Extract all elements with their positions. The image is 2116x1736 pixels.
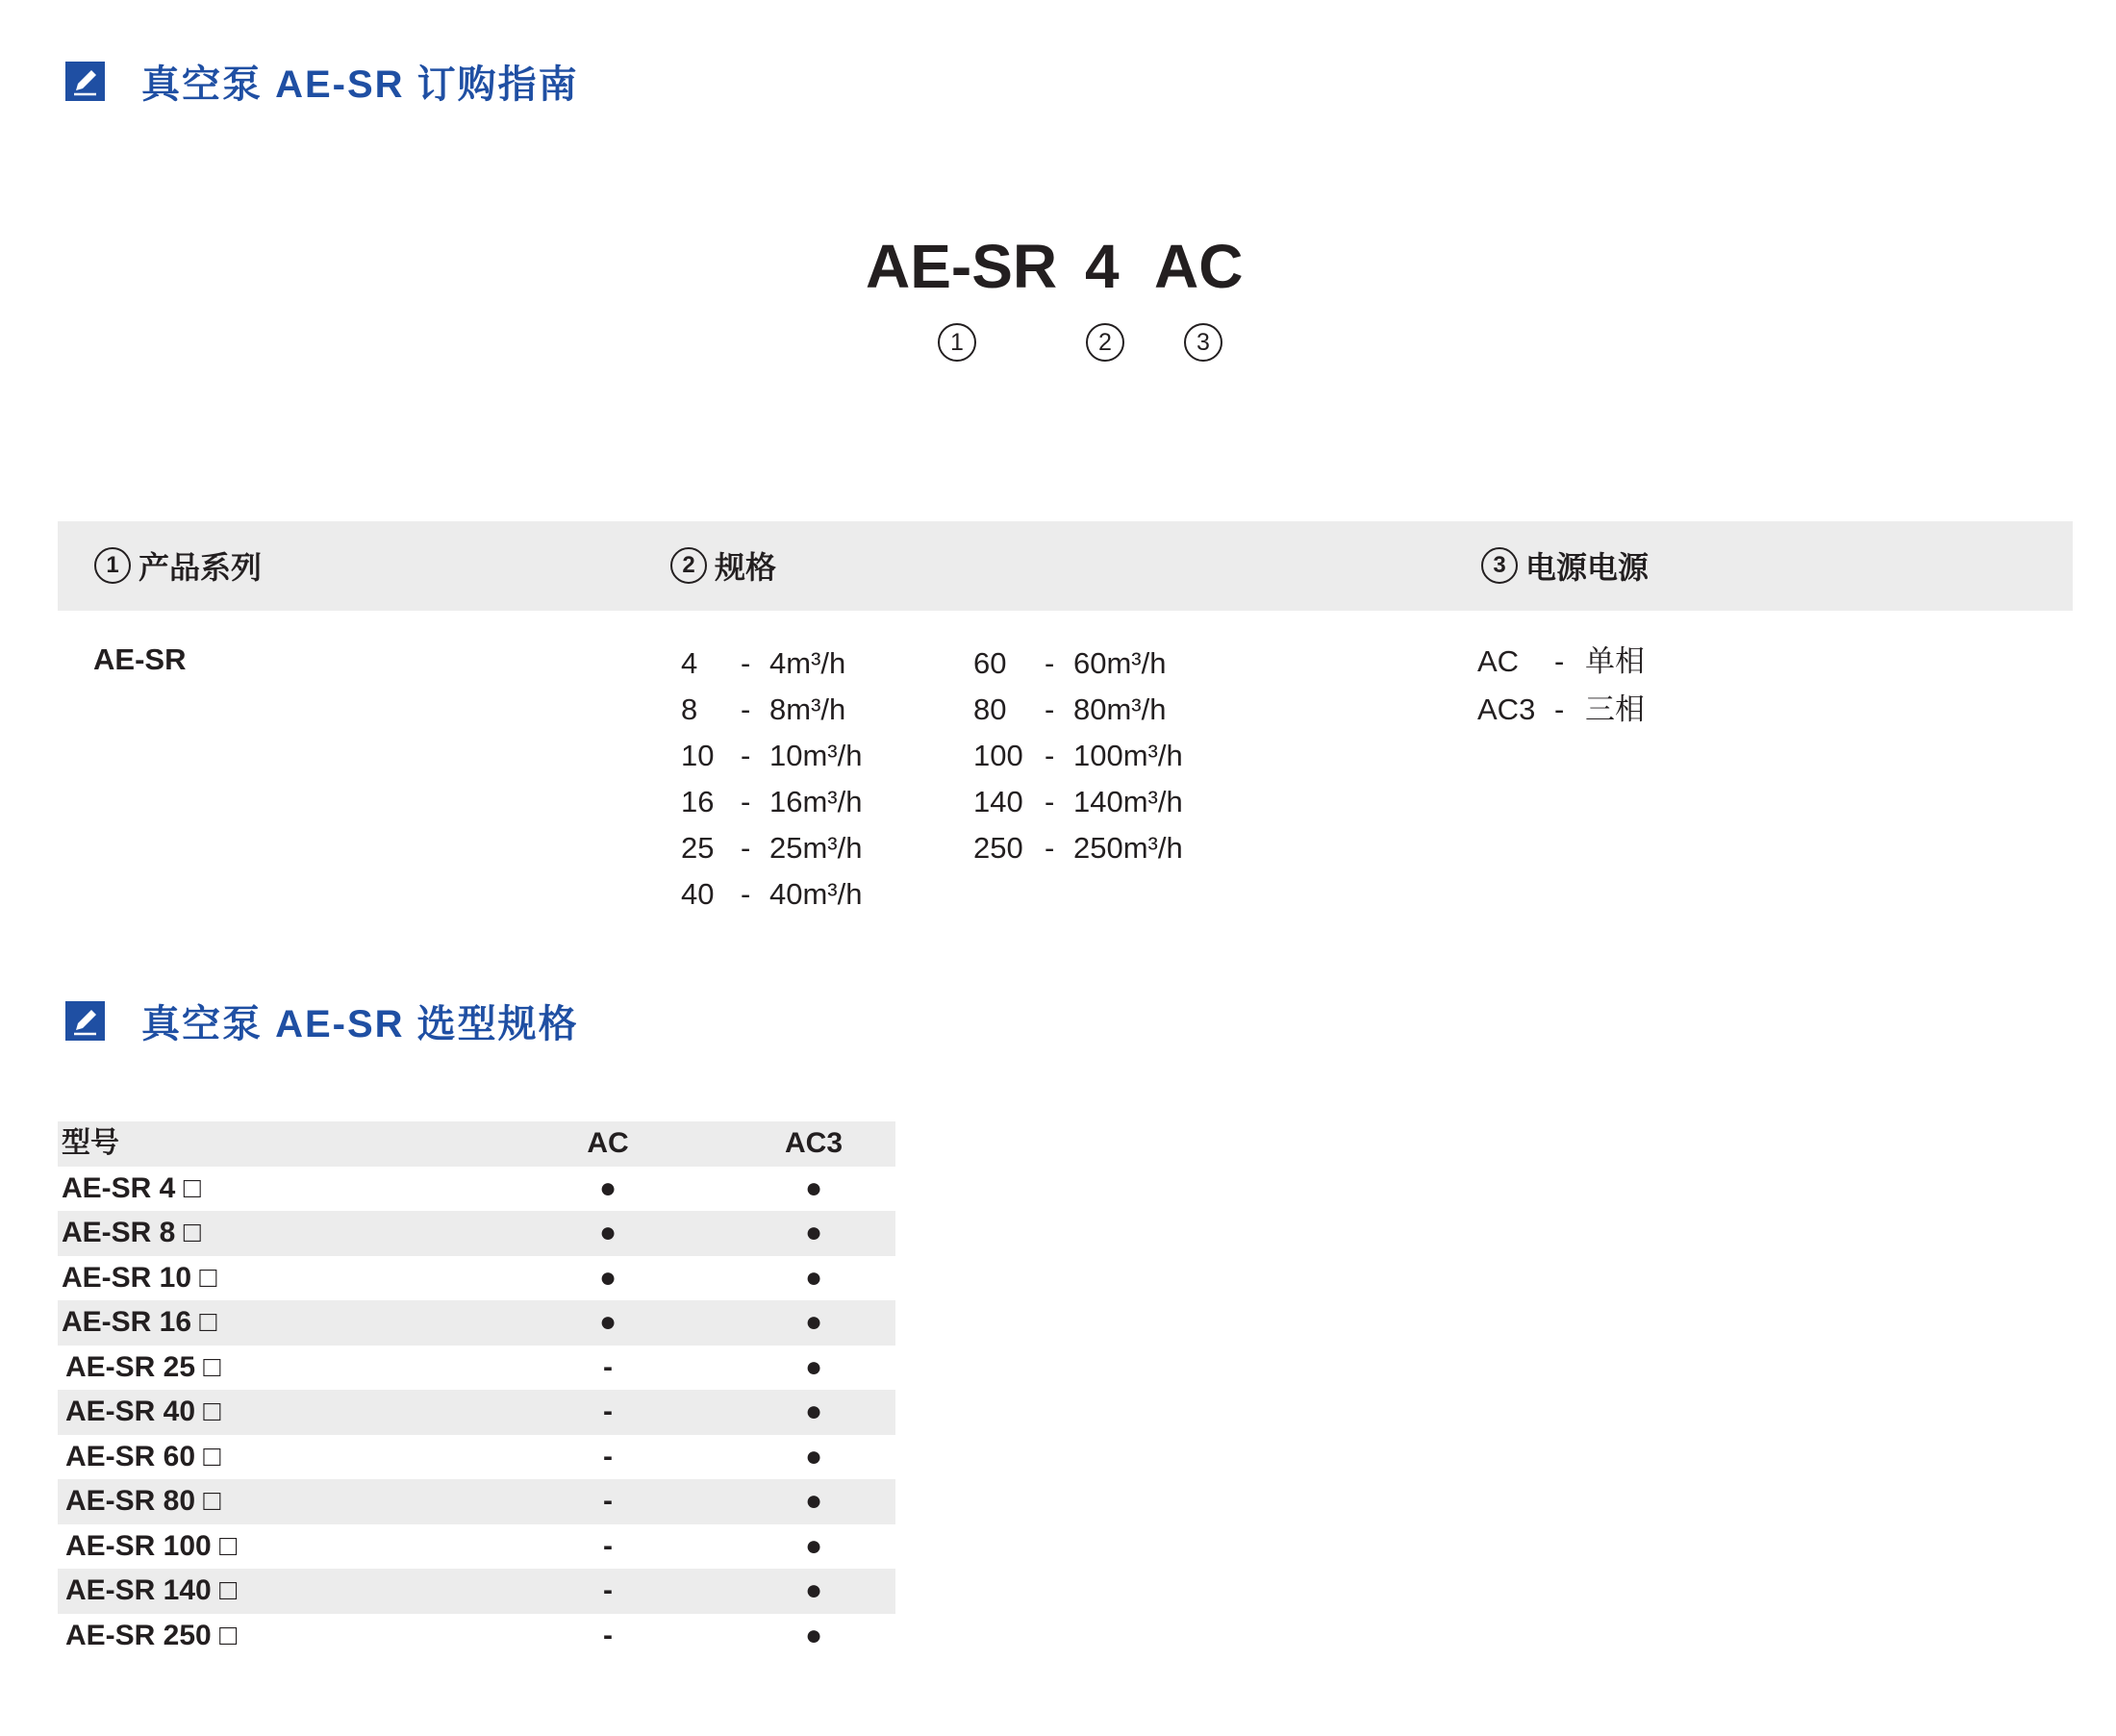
section-heading-selection bbox=[65, 999, 579, 1045]
section-title: 真空泵 AE-SR 选型规格 bbox=[141, 1002, 579, 1045]
marker-1: 1 bbox=[938, 323, 976, 362]
code-part-power: AC bbox=[1154, 232, 1244, 301]
table-row: AE-SR 100 □ - ● bbox=[65, 1529, 823, 1562]
options-header-spec bbox=[670, 545, 776, 586]
marker-3: 3 bbox=[1184, 323, 1222, 362]
spec-label: 规格 bbox=[715, 550, 777, 585]
edit-icon bbox=[65, 1001, 105, 1041]
table-row: AE-SR 80 □ - ● bbox=[58, 1479, 895, 1524]
table-row: AE-SR 40 □ - ● bbox=[58, 1390, 895, 1435]
header-ac3: AC3 bbox=[784, 1127, 843, 1159]
header-model: 型号 bbox=[62, 1127, 119, 1159]
series-label: 产品系列 bbox=[139, 550, 263, 585]
series-value: AE-SR bbox=[93, 642, 187, 676]
options-header-power bbox=[1481, 545, 1649, 586]
marker-3: 3 bbox=[1481, 547, 1518, 584]
table-row: AE-SR 25 □ - ● bbox=[65, 1350, 823, 1383]
marker-1: 1 bbox=[94, 547, 131, 584]
table-row: AE-SR 4 □ ● ● bbox=[62, 1171, 823, 1204]
table-row: AE-SR 16 □ ● ● bbox=[58, 1300, 895, 1346]
table-header-row bbox=[58, 1121, 895, 1167]
code-part-spec: 4 bbox=[1085, 232, 1120, 301]
table-row: AE-SR 140 □ - ● bbox=[58, 1569, 895, 1614]
section-title: 真空泵 AE-SR 订购指南 bbox=[141, 63, 579, 106]
section-heading-ordering bbox=[65, 60, 579, 106]
options-header-series bbox=[94, 545, 262, 586]
table-row: AE-SR 8 □ ● ● bbox=[58, 1211, 895, 1256]
selection-table bbox=[58, 1121, 895, 1658]
marker-2: 2 bbox=[1086, 323, 1124, 362]
table-row: AE-SR 250 □ - ● bbox=[65, 1619, 823, 1651]
edit-icon bbox=[65, 62, 105, 101]
options-header-band bbox=[58, 521, 2073, 611]
power-label: 电源电源 bbox=[1525, 550, 1650, 585]
table-row: AE-SR 10 □ ● ● bbox=[62, 1261, 823, 1294]
header-ac: AC bbox=[587, 1127, 629, 1159]
marker-2: 2 bbox=[670, 547, 707, 584]
table-row: AE-SR 60 □ - ● bbox=[65, 1440, 823, 1472]
code-part-series: AE-SR bbox=[866, 232, 1058, 301]
